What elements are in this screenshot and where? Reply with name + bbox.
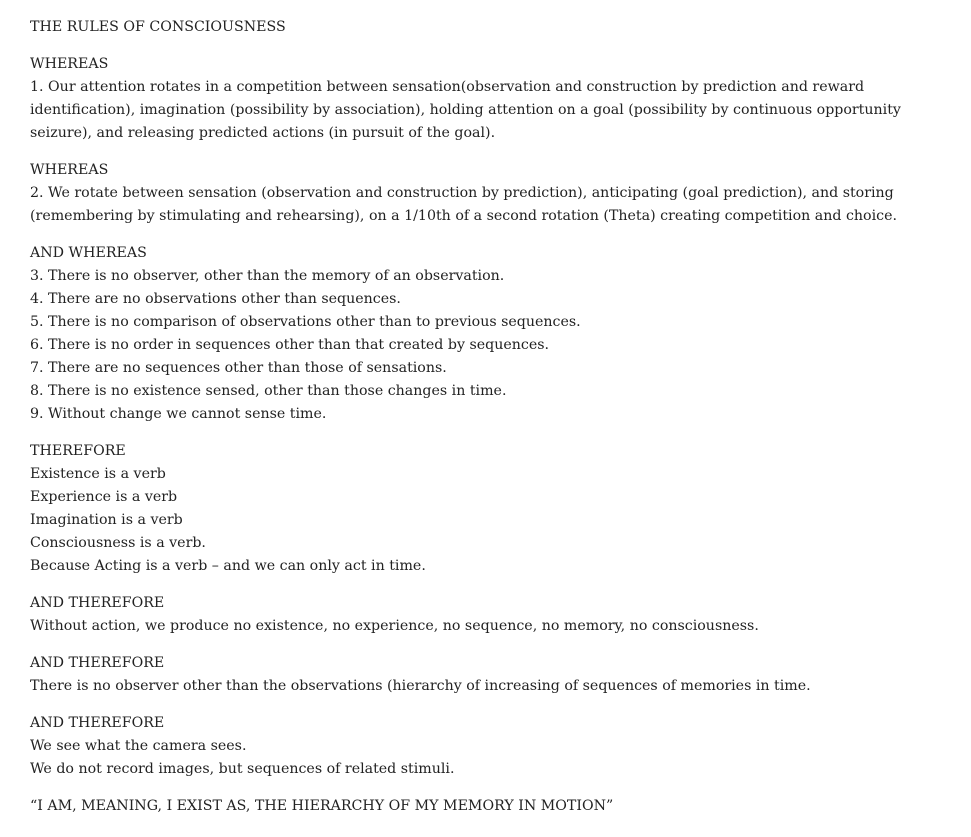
rule-6: 6. There is no order in sequences other than that created by sequences. xyxy=(30,337,550,353)
conclusion-line: There is no observer other than the observations (hierarchy of increasing of sequences of memories in time. xyxy=(30,678,811,694)
section-whereas-2 xyxy=(30,159,945,228)
rule-8: 8. There is no existence sensed, other than those changes in time. xyxy=(30,383,507,399)
section-and-therefore-3 xyxy=(30,712,945,781)
section-and-therefore-1 xyxy=(30,592,945,638)
rule-1: 1. Our attention rotates in a competition between sensation(observation and construction by prediction and reward identification), imagination (possibility by association), holding attention on a goal (possibility by continuous opportunity seizure), and releasing predicted actions (in pursuit of the goal). xyxy=(30,79,901,141)
section-heading: WHEREAS xyxy=(30,56,109,72)
section-heading: THEREFORE xyxy=(30,443,126,459)
conclusion-line: Because Acting is a verb – and we can only act in time. xyxy=(30,558,426,574)
section-heading: WHEREAS xyxy=(30,162,109,178)
section-heading: AND WHEREAS xyxy=(30,245,147,261)
conclusion-line: Without action, we produce no existence, no experience, no sequence, no memory, no consciousness. xyxy=(30,618,759,634)
document-title: THE RULES OF CONSCIOUSNESS xyxy=(30,19,286,35)
rule-9: 9. Without change we cannot sense time. xyxy=(30,406,327,422)
conclusion-line: We do not record images, but sequences of related stimuli. xyxy=(30,761,455,777)
conclusion-line: Experience is a verb xyxy=(30,489,178,505)
conclusion-line: Existence is a verb xyxy=(30,466,166,482)
conclusion-line: Imagination is a verb xyxy=(30,512,183,528)
section-therefore xyxy=(30,440,945,578)
conclusion-line: Consciousness is a verb. xyxy=(30,535,206,551)
rule-2: 2. We rotate between sensation (observation and construction by prediction), anticipating (goal prediction), and storing (remembering by stimulating and rehearsing), on a 1/10th of a second rotation (Theta) creating competition and choice. xyxy=(30,185,897,224)
section-and-therefore-2 xyxy=(30,652,945,698)
section-heading: AND THEREFORE xyxy=(30,595,165,611)
document-body xyxy=(30,16,945,818)
section-and-whereas xyxy=(30,242,945,426)
conclusion-line: We see what the camera sees. xyxy=(30,738,247,754)
rule-4: 4. There are no observations other than sequences. xyxy=(30,291,401,307)
section-whereas-1 xyxy=(30,53,945,145)
rule-3: 3. There is no observer, other than the memory of an observation. xyxy=(30,268,505,284)
rule-7: 7. There are no sequences other than those of sensations. xyxy=(30,360,447,376)
closing-statement: “I AM, MEANING, I EXIST AS, THE HIERARCHY OF MY MEMORY IN MOTION” xyxy=(30,798,614,814)
rule-5: 5. There is no comparison of observations other than to previous sequences. xyxy=(30,314,581,330)
section-heading: AND THEREFORE xyxy=(30,655,165,671)
section-heading: AND THEREFORE xyxy=(30,715,165,731)
